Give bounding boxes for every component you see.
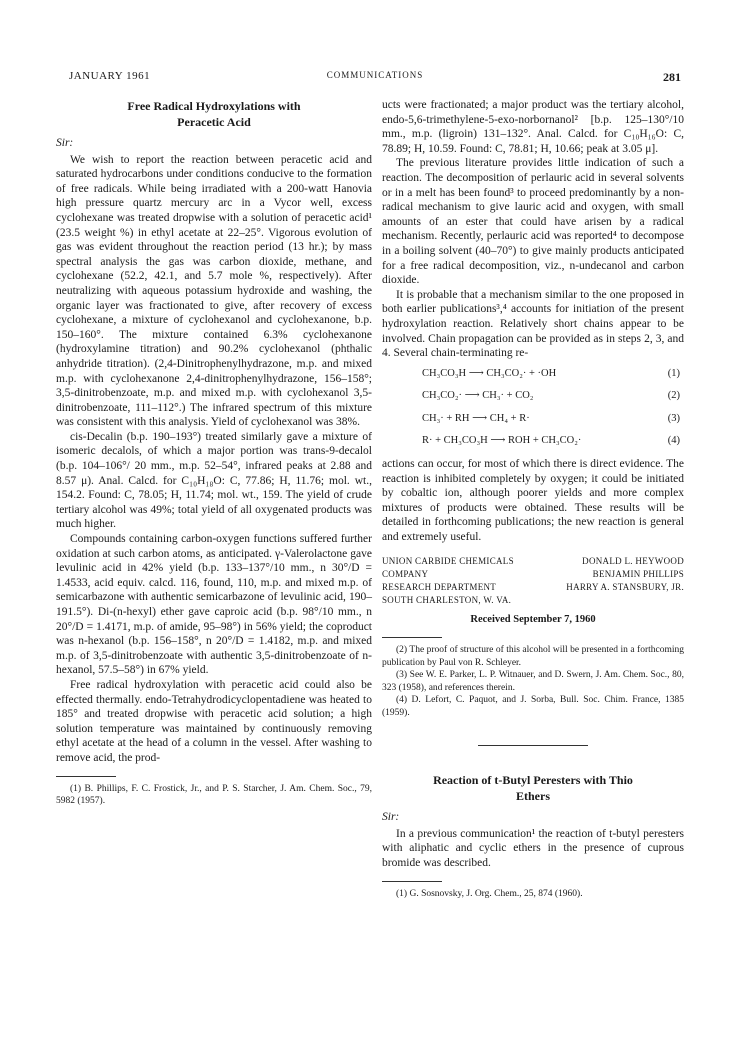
author-name: HARRY A. STANSBURY, JR. <box>566 581 684 592</box>
salutation: Sir: <box>382 811 400 824</box>
header-section: COMMUNICATIONS <box>326 70 424 80</box>
paragraph: We wish to report the reaction between peracetic acid and saturated hydrocarbons under conditions conducive to the formation of free radicals. While being irradiated with a 200-watt Hanovia high pressure quartz mercury arc in a Vycor well, excess cyclohexane was treated dropwise with a solution of peracetic acid¹ (23.5 weight %) in ethyl acetate at 22–25°. Vigorous evolution of gas was evident throughout the reaction period (13 hr.); by mass spectral analysis the gas was carbon dioxide, methane, and cyclohexane (52.2, 42.1, and 5.7 mole %, respectively). After neutralizing with aqueous potassium hydroxide and washing, the organic layer was fractionated to give, after recovery of excess cyclohexane, a mixture of cyclohexanol and cyclohexanone, b.p. 150–160°. The mixture contained 6.3% cyclohexanone (hydroxylamine titration) and 90.2% cyclohexanol (phthalic anhydride titration). (2,4-Dinitrophenylhydrazone, m.p. and mixed m.p. with cyclohexanone 2,4-dinitrophenylhydrazone, 156–158°; 3,5-dinitrobenzoate, m.p. and mixed m.p. with cyclohexanol 3,5-dinitrobenzoate, 111–112°.) The infrared spectrum of this mixture was consistent with this analysis. Yield of cyclohexanol was 38%. <box>56 153 372 429</box>
header-date: JANUARY 1961 <box>69 70 151 82</box>
footnote: (4) D. Lefort, C. Paquot, and J. Sorba, Bull. Soc. Chim. France, 1385 (1959). <box>382 695 684 718</box>
page-number: 281 <box>663 70 681 84</box>
equation-3 <box>382 412 684 427</box>
footnote-rule <box>56 776 116 777</box>
paragraph: It is probable that a mechanism similar to the one proposed in both earlier publications³,⁴ accounts for initiation of the present hydroxylation reaction. Relatively short chains appear to be involved. Chain propagation can be provided as in steps 2, 3, and 4. Several chain-terminating re- <box>382 288 684 360</box>
left-column <box>56 98 372 808</box>
equation-number: (2) <box>667 390 680 402</box>
footnote: (1) G. Sosnovsky, J. Org. Chem., 25, 874 (1960). <box>396 888 583 899</box>
footnote: (3) See W. E. Parker, L. P. Witnauer, and D. Swern, J. Am. Chem. Soc., 80, 323 (1958), and references therein. <box>382 670 684 693</box>
second-article-title-line1: Reaction of t-Butyl Peresters with Thio <box>433 773 633 788</box>
right-column <box>382 98 684 900</box>
equation-expr: CH₃CO₃H ⟶ CH₃CO₂· + ·OH <box>422 367 557 379</box>
affiliation-line: RESEARCH DEPARTMENT <box>382 581 497 592</box>
article-title-line1: Free Radical Hydroxylations with <box>127 99 301 113</box>
paragraph: In a previous communication¹ the reaction of t-butyl peresters with aliphatic and cyclic ethers in the presence of cuprous bromide was described. <box>382 827 684 869</box>
paragraph: The previous literature provides little indication of such a reaction. The decomposition of perlauric acid in several solvents or in a melt has been found³ to proceed predominantly by a non-radical mechanism to give lauric acid and oxygen, with small amounts of an ester that could have arisen by a radical mechanism. Recently, perlauric acid was reported⁴ to decompose in a boiling solvent (40–70°) to give mainly products anticipated for a free radical decomposition, viz., n-undecanol and carbon dioxide. <box>382 157 684 287</box>
second-article-title-line2: Ethers <box>516 789 550 804</box>
affiliation-line: UNION CARBIDE CHEMICALS <box>382 555 514 566</box>
author-affiliation-block <box>382 555 684 607</box>
paragraph: Compounds containing carbon-oxygen functions suffered further oxidation at such carbon atoms, as anticipated. γ-Valerolactone gave levulinic acid in 42% yield (b.p. 133–137°/10 mm., n 30°/D = 1.4533, acid equiv. calcd. 116, found, 110, m.p. and mixed m.p. of semicarbazone with authentic semicarbazone of levulinic acid, 190–191.5°). Di-(n-hexyl) ether gave caproic acid (b.p. 98°/10 mm., n 20°/D = 1.4171, m.p. of amide, 95–98°) in 56% yield; the coproduct was n-hexanol (b.p. 156–158°, n 20°/D = 1.4182, m.p. and mixed m.p. of 3,5-dinitrobenzoate with authentic 3,5-dinitrobenzoate of n-hexanol, 57.5–58°) in 67% yield. <box>56 533 372 677</box>
footnote-rule <box>382 637 442 638</box>
paragraph: cis-Decalin (b.p. 190–193°) treated similarly gave a mixture of isomeric decalols, of which a major portion was trans-9-decalol (b.p. 104–106°/ 20 mm., m.p. 52–54°, infrared peaks at 2.88 and 8.57 μ). Anal. Calcd. for C₁₀H₁₈O: C, 77.86; H, 11.76; mol. wt., 154.2. Found: C, 78.05; H, 11.74; mol. wt., 159. The yield of crude tertiary alcohol was 49%; total yield of all oxygenated products was much higher. <box>56 430 372 531</box>
paragraph: Free radical hydroxylation with peracetic acid could also be effected thermally. endo-Tetrahydrodicyclopentadiene was heated to 185° and treated dropwise with peracetic acid solution; a high solution temperature was maintained by continuously removing ethyl acetate at the head of a column in the vessel. After washing to remove acid, the prod- <box>56 678 372 764</box>
signature-row <box>382 594 684 607</box>
received-date: Received September 7, 1960 <box>470 613 596 625</box>
paragraph: actions can occur, for most of which there is direct evidence. The reaction is inhibited completely by oxygen; it could be initiated by cobaltic ion, although poorer yields and more complex mixtures of products were obtained. These results will be detailed in forthcoming publications; the new reaction is general and extremely useful. <box>382 458 684 544</box>
article-title-line2: Peracetic Acid <box>177 115 251 129</box>
equation-2 <box>382 389 684 404</box>
section-divider <box>478 745 588 746</box>
equation-expr: R· + CH₃CO₃H ⟶ ROH + CH₃CO₂· <box>422 435 582 447</box>
article-title <box>56 98 372 130</box>
affiliation-line: COMPANY <box>382 568 429 579</box>
equation-number: (4) <box>667 435 680 447</box>
equation-4 <box>382 434 684 449</box>
footnote-rule <box>382 881 442 882</box>
second-article-title <box>382 772 684 804</box>
footnote: (2) The proof of structure of this alcohol will be presented in a forthcoming publication by Paul von R. Schleyer. <box>382 645 684 668</box>
page-header <box>69 70 681 90</box>
signature-row <box>382 555 684 568</box>
footnote: (1) B. Phillips, F. C. Frostick, Jr., and P. S. Starcher, J. Am. Chem. Soc., 79, 5982 (1957). <box>56 783 372 807</box>
author-name: DONALD L. HEYWOOD <box>582 555 684 566</box>
author-name: BENJAMIN PHILLIPS <box>592 568 684 579</box>
signature-row <box>382 581 684 594</box>
signature-row <box>382 568 684 581</box>
equation-number: (3) <box>667 412 680 424</box>
equation-number: (1) <box>667 367 680 379</box>
equation-1 <box>382 367 684 382</box>
affiliation-line: SOUTH CHARLESTON, W. VA. <box>382 594 512 605</box>
paragraph: ucts were fractionated; a major product was the tertiary alcohol, endo-5,6-trimethylene-5-exo-norbornanol² [b.p. 125–130°/10 mm., m.p. (ligroin) 131–132°. Anal. Calcd. for C₁₀H₁₆O: C, 78.89; H, 10.59. Found: C, 78.81; H, 10.66; peak at 3.05 μ]. <box>382 99 684 155</box>
equation-expr: CH₃· + RH ⟶ CH₄ + R· <box>422 412 530 424</box>
salutation: Sir: <box>56 137 74 149</box>
equation-expr: CH₃CO₂· ⟶ CH₃· + CO₂ <box>422 390 534 402</box>
